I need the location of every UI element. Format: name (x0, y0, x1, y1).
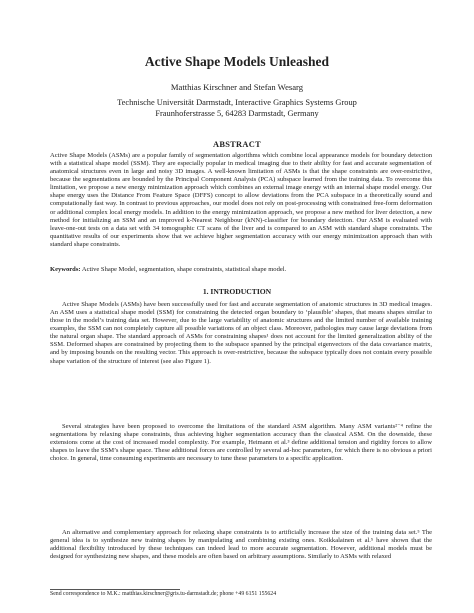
abstract-heading: ABSTRACT (212, 140, 261, 149)
intro-paragraph-1: Active Shape Models (ASMs) have been successfully used for fast and accurate segmentation of anatomic structures in 3D medical images. An ASM uses a statistical shape model (SSM) for constraining the detected organ boundary to ‘plausible’ shapes, that means shapes similar to those in the model’s training data set. However, due to the large variability of anatomic structures and the limited number of available training examples, the SSM can not completely capture all possible variations of an object class. Moreover, pathologies may cause large deviations from the natural organ shape. The standard approach of ASMs for constraining shapes¹ does not account for the limited generalization ability of the SSM. Deformed shapes are constrained by projecting them to the subspace spanned by the principal eigenvectors of the data covariance matrix, and by imposing bounds on the resulting vector. This approach is over-restrictive, because the subspace typically does not contain every possible shape variation of the structure of interest (see also Figure 1). (50, 301, 432, 365)
keywords (50, 266, 432, 274)
footnote-rule (50, 589, 180, 590)
affiliation (0, 97, 474, 119)
intro-paragraph-2: Several strategies have been proposed to overcome the limitations of the standard ASM algorithm. Many ASM variants²⁻⁴ refine the segmentations by relaxing shape constraints, thus achieving higher segmentation accuracy than the classical ASM. On the downside, these extensions come at the cost of increased model complexity. For example, Heimann et al.³ define additional tension and rigidity forces to allow shapes to leave the SSM’s shape space. These additional forces are controlled by several ad-hoc parameters, for which there is no obvious a priori choice. In general, time consuming experiments are necessary to tune these parameters to a specific application. (50, 423, 432, 463)
section-heading-introduction: 1. INTRODUCTION (202, 287, 272, 296)
abstract-text: Active Shape Models (ASMs) are a popular family of segmentation algorithms which combine local appearance models for boundary detection with a statistical shape model (SSM). They are especially popular in medical imaging due to their ability for fast and accurate segmentation of anatomical structures even in large and noisy 3D images. A well-known limitation of ASMs is that the shape constraints are over-restrictive, because the segmentations are bounded by the Principal Component Analysis (PCA) subspace learned from the training data. To overcome this limitation, we propose a new energy minimization approach which combines an external image energy with an internal shape model energy. Our shape energy uses the Distance From Feature Space (DFFS) concept to allow deviations from the PCA subspace in a theoretically sound and computationally fast way. In contrast to previous approaches, our model does not rely on post-processing with constrained free-form deformation or additional complex local energy models. In addition to the energy minimization approach, we propose a new method for liver detection, a new method for initializing an SSM and an improved k-Nearest Neighbour (kNN)-classifier for boundary detection. Our ASM is evaluated with leave-one-out tests on a data set with 34 tomographic CT scans of the liver and is compared to an ASM with standard shape constraints. The quantitative results of our experiments show that we achieve higher segmentation accuracy with our energy minimization approach than with standard shape constraints. (50, 152, 432, 248)
affiliation-line-2: Fraunhoferstrasse 5, 64283 Darmstadt, Germany (155, 109, 319, 118)
keywords-text: Active Shape Model, segmentation, shape constraints, statistical shape model. (80, 266, 287, 273)
affiliation-line-1: Technische Universität Darmstadt, Interactive Graphics Systems Group (117, 98, 357, 107)
correspondence-footnote: Send correspondence to M.K.: matthias.kirschner@gris.tu-darmstadt.de; phone +49 6151 155624 (50, 591, 277, 597)
intro-paragraph-3: An alternative and complementary approach for relaxing shape constraints is to artificially increase the size of the training data set.⁵ The general idea is to synthesize new training shapes by manipulating and combining existing ones. Koikkalainen et al.⁵ have shown that the additional flexibility introduced by these techniques can indeed lead to more accurate segmentation. However, additional models must be designed for synthesizing new shapes, and these models are often based on arbitrary assumptions. Similarly to ASMs with relaxed (50, 529, 432, 561)
keywords-label: Keywords: (50, 266, 81, 273)
paper-title: Active Shape Models Unleashed (144, 54, 330, 69)
author-list: Matthias Kirschner and Stefan Wesarg (170, 82, 304, 92)
